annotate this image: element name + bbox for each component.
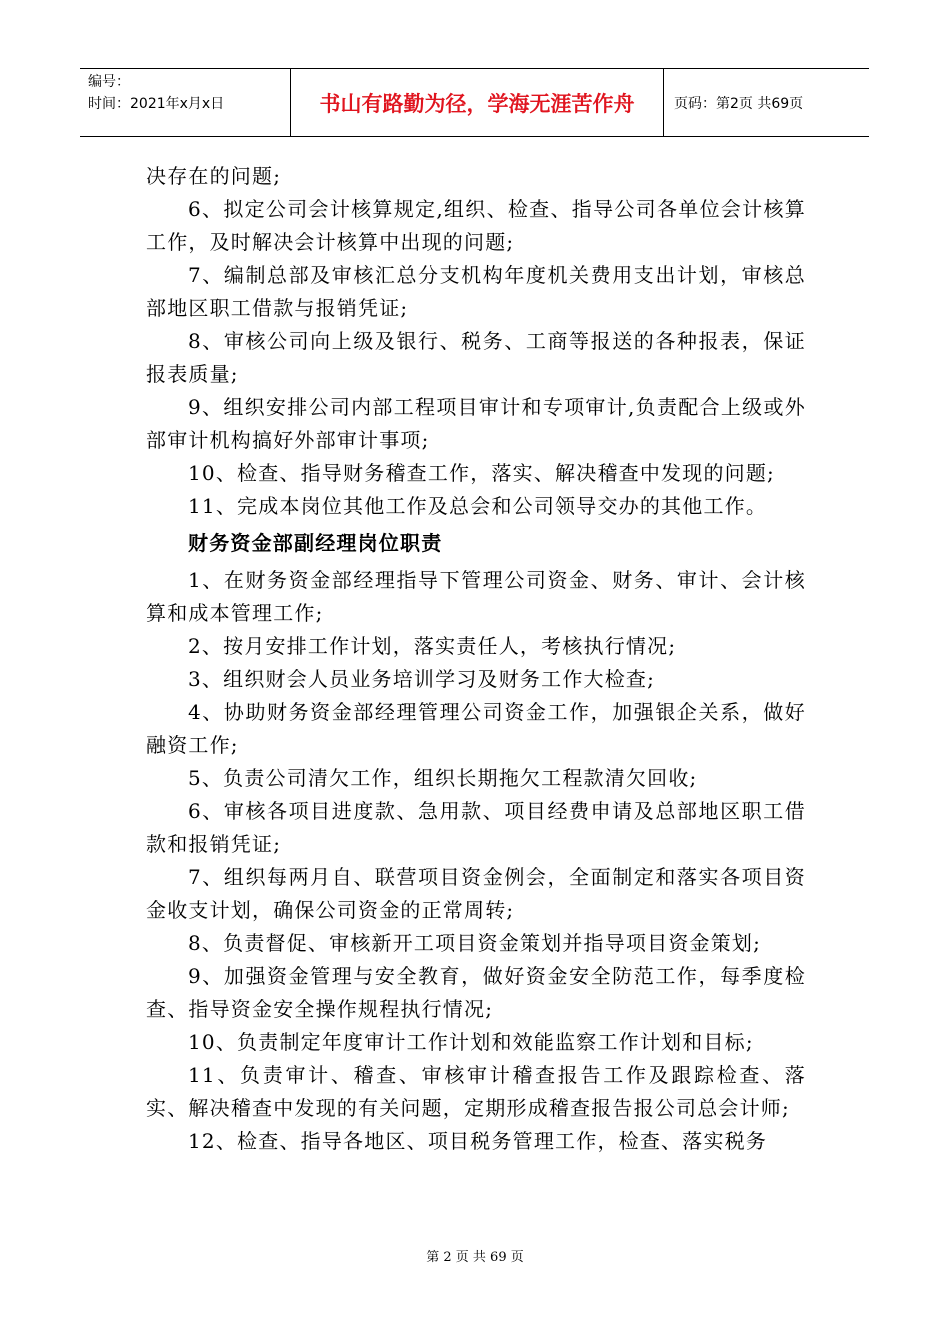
header-motto: 书山有路勤为径，学海无涯苦作舟 xyxy=(291,69,664,136)
date-label: 时间：2021年x月x日 xyxy=(88,96,225,112)
paragraph: 3、组织财会人员业务培训学习及财务工作大检查; xyxy=(188,667,656,691)
paragraph: 9、加强资金管理与安全教育，做好资金安全防范工作，每季度检查、指导资金安全操作规程执行情况; xyxy=(146,964,806,1021)
paragraph: 4、协助财务资金部经理管理公司资金工作，加强银企关系，做好融资工作; xyxy=(146,700,806,757)
paragraph: 8、审核公司向上级及银行、税务、工商等报送的各种报表，保证报表质量; xyxy=(146,329,806,386)
paragraph: 7、编制总部及审核汇总分支机构年度机关费用支出计划，审核总部地区职工借款与报销凭证; xyxy=(146,263,806,320)
paragraph: 6、审核各项目进度款、急用款、项目经费申请及总部地区职工借款和报销凭证; xyxy=(146,799,806,856)
paragraph: 11、负责审计、稽查、审核审计稽查报告工作及跟踪检查、落实、解决稽查中发现的有关问题，定期形成稽查报告报公司总会计师; xyxy=(146,1063,806,1120)
number-label: 编号： xyxy=(88,74,130,90)
paragraph: 9、组织安排公司内部工程项目审计和专项审计,负责配合上级或外部审计机构搞好外部审计事项; xyxy=(146,395,806,452)
paragraph: 10、检查、指导财务稽查工作，落实、解决稽查中发现的问题; xyxy=(188,461,775,485)
paragraph: 7、组织每两月自、联营项目资金例会，全面制定和落实各项目资金收支计划，确保公司资金的正常周转; xyxy=(146,865,806,922)
paragraph: 决存在的问题; xyxy=(146,164,282,188)
section-heading: 财务资金部副经理岗位职责 xyxy=(188,531,443,555)
page-footer: 第 2 页 共 69 页 xyxy=(426,1250,524,1265)
header-meta xyxy=(80,69,291,136)
header-page-label: 页码：第2页 共69页 xyxy=(674,95,804,112)
paragraph: 6、拟定公司会计核算规定,组织、检查、指导公司各单位会计核算工作，及时解决会计核算中出现的问题; xyxy=(146,197,806,254)
paragraph: 12、检查、指导各地区、项目税务管理工作，检查、落实税务 xyxy=(188,1129,768,1153)
paragraph: 10、负责制定年度审计工作计划和效能监察工作计划和目标; xyxy=(188,1030,754,1054)
paragraph: 2、按月安排工作计划，落实责任人，考核执行情况; xyxy=(188,634,677,658)
document-body xyxy=(146,160,806,1158)
page-header xyxy=(80,68,869,137)
paragraph: 8、负责督促、审核新开工项目资金策划并指导项目资金策划; xyxy=(188,931,762,955)
paragraph: 5、负责公司清欠工作，组织长期拖欠工程款清欠回收; xyxy=(188,766,698,790)
paragraph: 11、完成本岗位其他工作及总会和公司领导交办的其他工作。 xyxy=(188,494,768,518)
paragraph: 1、在财务资金部经理指导下管理公司资金、财务、审计、会计核算和成本管理工作; xyxy=(146,568,806,625)
